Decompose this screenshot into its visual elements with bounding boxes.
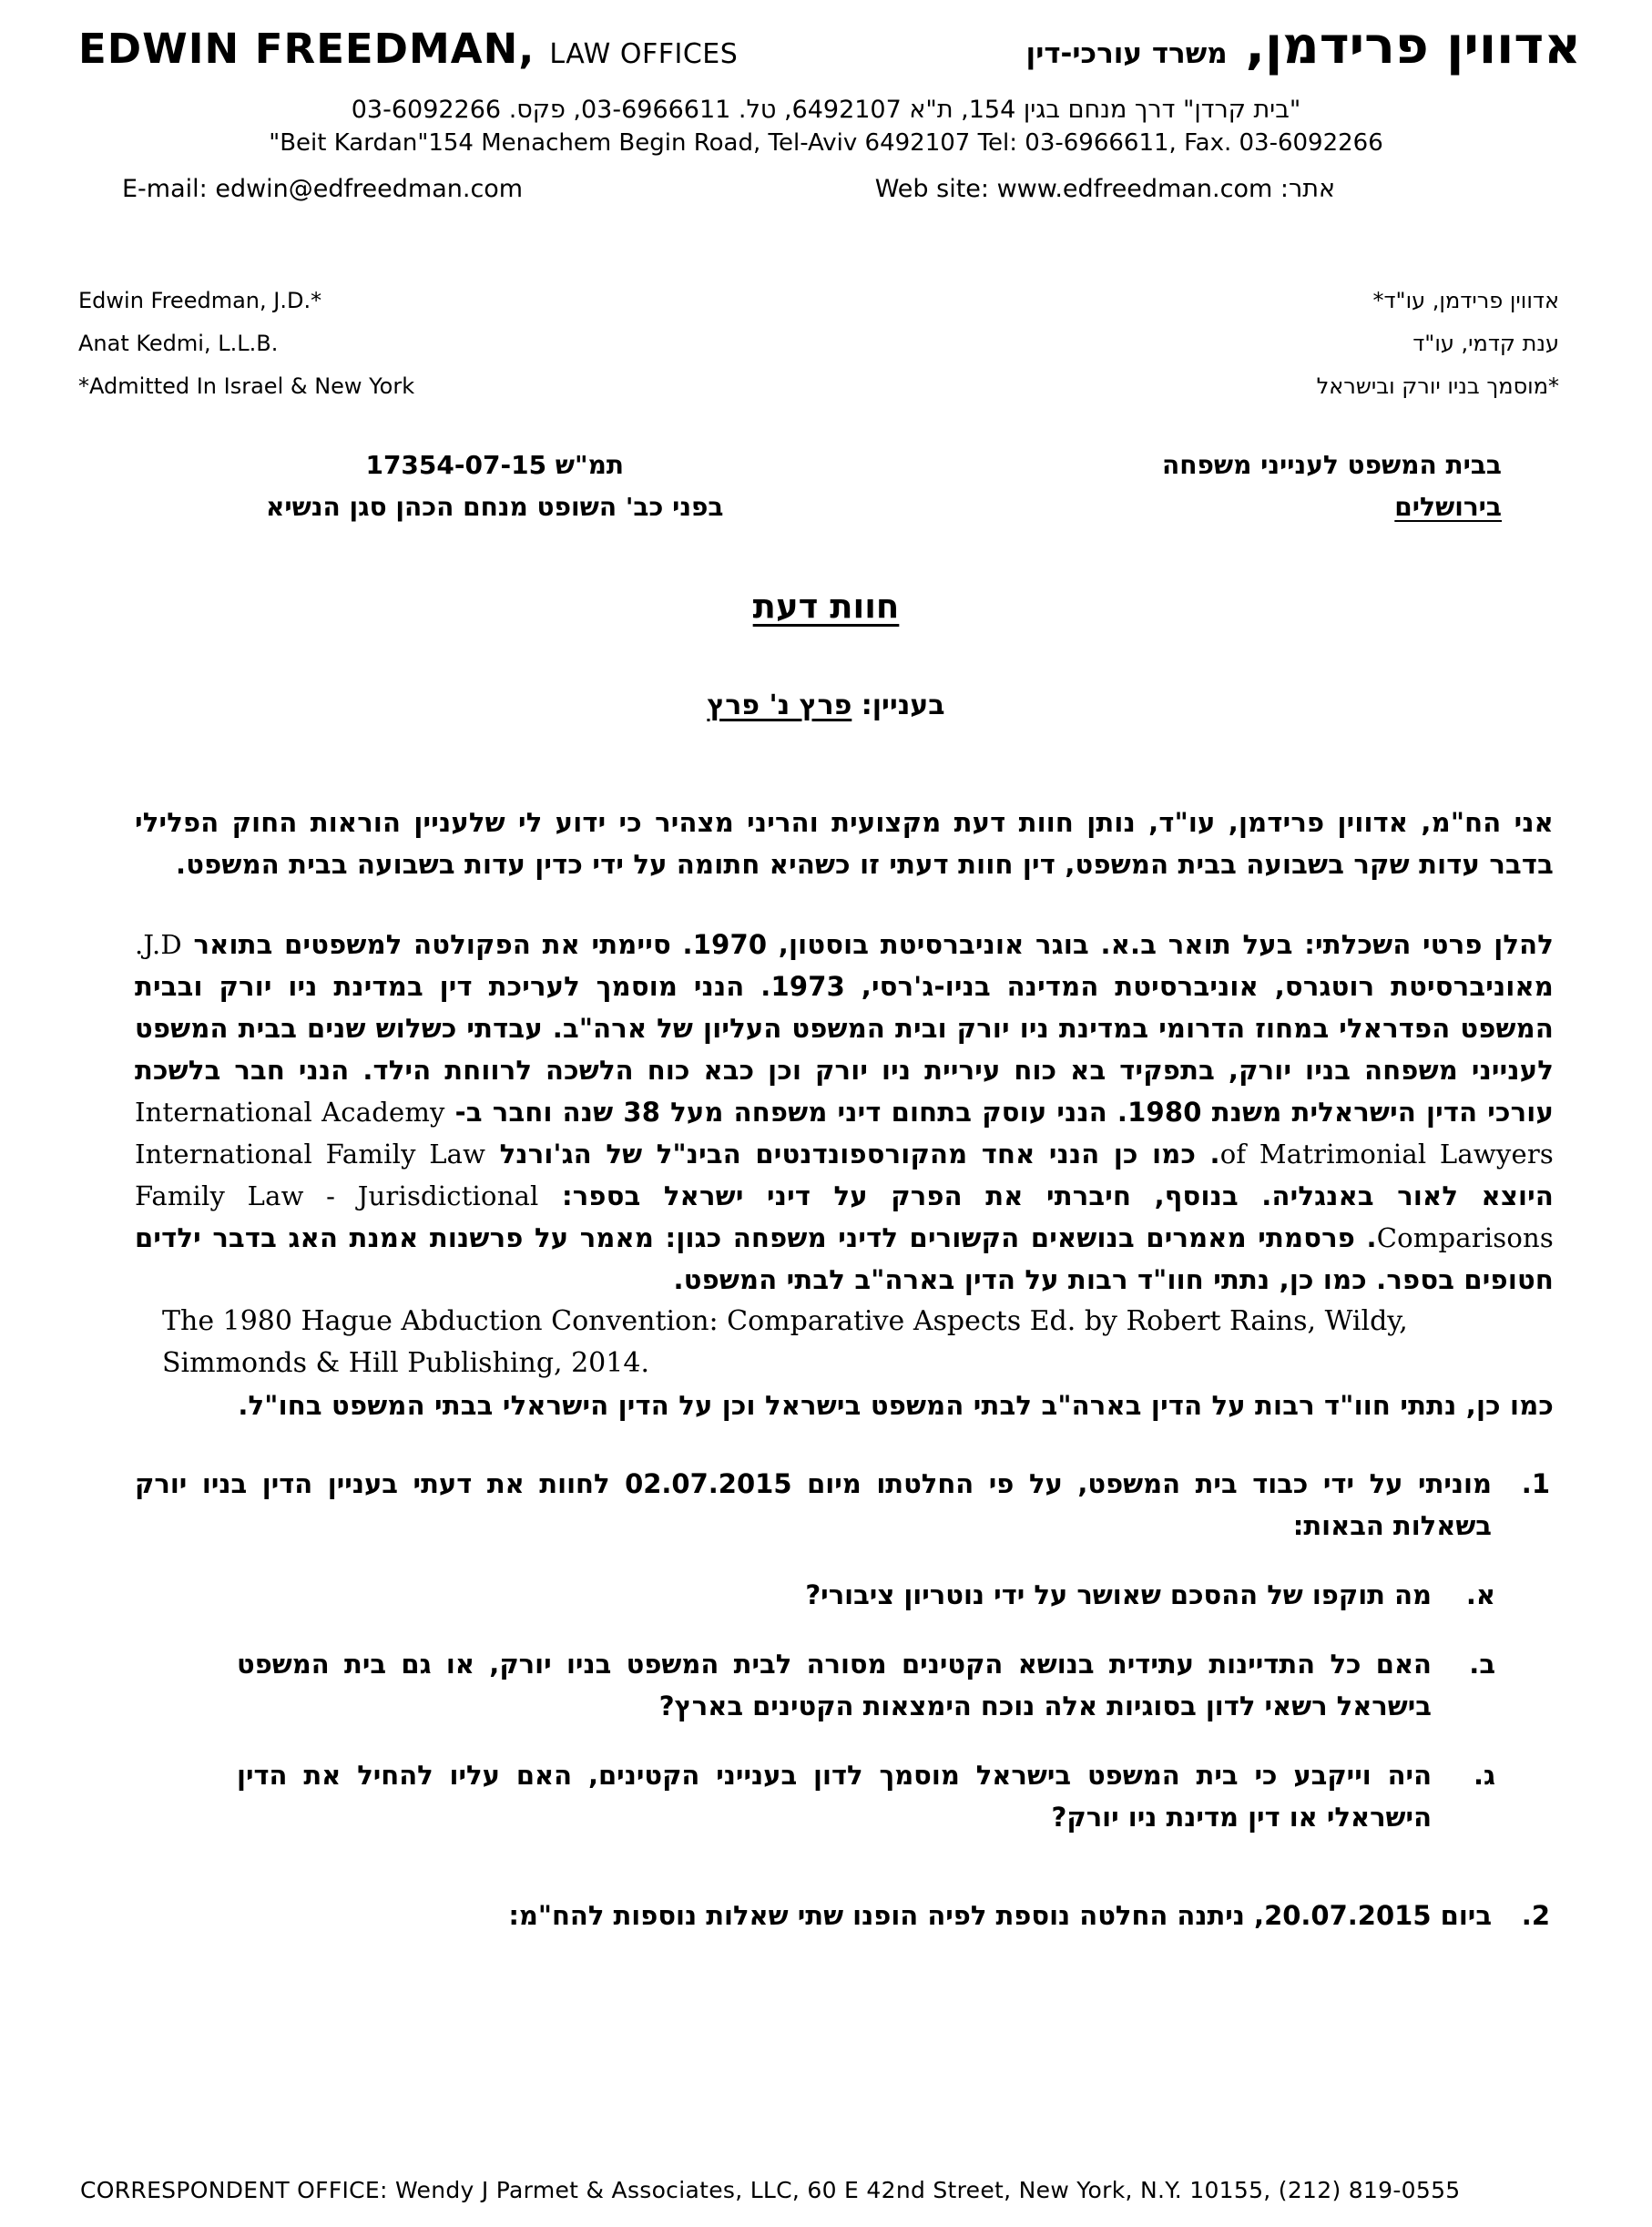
question-text: האם כל התדיינות עתידית בנושא הקטינים מסורה לבית המשפט בניו יורק, או גם בית המשפט בישראל רשאי לדון בסוגיות אלה נוכח הימצאות הקטינים בארץ? <box>237 1649 1432 1721</box>
firm-type-english: LAW OFFICES <box>549 38 739 70</box>
court-name: בבית המשפט לענייני משפחה <box>1161 450 1502 480</box>
item-text: ביום 20.07.2015, ניתנה החלטה נוספת לפיה הופנו שתי שאלות נוספות להח"מ: <box>508 1900 1492 1931</box>
case-parties: פרץ נ' פרץ <box>707 690 852 721</box>
question-c <box>0 1754 1652 1838</box>
firm-name-hebrew: אדווין פרידמן, <box>1245 16 1581 76</box>
contact-line <box>0 175 1652 203</box>
firm-name-hebrew-group <box>1026 16 1581 76</box>
attorneys-hebrew <box>1317 280 1559 408</box>
item-number: 1. <box>1521 1468 1550 1499</box>
address-english: "Beit Kardan"154 Menachem Begin Road, Tel-Aviv 6492107 Tel: 03-6966611, Fax. 03-6092266 <box>269 129 1383 157</box>
admission-note: *Admitted In Israel & New York <box>78 373 415 399</box>
attorney-name: Anat Kedmi, L.L.B. <box>78 331 279 356</box>
attorney-name-hebrew: ענת קדמי, עו"ד <box>1412 331 1559 356</box>
judge-line: בפני כב' השופט מנחם הכהן סגן הנשיא <box>266 492 724 522</box>
address-hebrew: "בית קרדן" דרך מנחם בגין 154, ת"א 6492107, טל. 03-6966611, פקס. 03-6092266 <box>351 96 1301 124</box>
subject-line <box>0 690 1652 721</box>
court-city: בירושלים <box>1394 492 1502 522</box>
email-address: E-mail: edwin@edfreedman.com <box>122 175 524 203</box>
question-letter: ג. <box>1474 1760 1495 1791</box>
attorney-name: Edwin Freedman, J.D.* <box>78 288 322 313</box>
attorneys-block <box>0 280 1652 408</box>
court-name-block <box>1162 444 1502 528</box>
firm-type-hebrew: משרד עורכי-דין <box>1025 37 1228 70</box>
case-reference <box>266 444 724 528</box>
item-text: מוניתי על ידי כבוד בית המשפט, על פי החלטתו מיום 02.07.2015 לחוות את דעתי בעניין הדין בניו יורק בשאלות הבאות: <box>135 1468 1492 1541</box>
firm-name-english: EDWIN FREEDMAN, <box>78 25 535 73</box>
question-a <box>0 1574 1652 1616</box>
document-title: חוות דעת <box>752 587 900 626</box>
question-text: מה תוקפו של ההסכם שאושר על ידי נוטריון ציבורי? <box>805 1579 1432 1610</box>
letterhead <box>0 0 1652 76</box>
declaration-paragraph: אני הח"מ, אדווין פרידמן, עו"ד, נותן חוות דעת מקצועית והריני מצהיר כי ידוע לי שלעניין הוראות החוק הפלילי בדבר עדות שקר בשבועה בבית המשפט, דין חוות דעתי זו כשהיא חתומה על ידי כדין עדות בשבועה בבית המשפט. <box>135 807 1554 880</box>
book-citation: The 1980 Hague Abduction Convention: Comparative Aspects Ed. by Robert Rains, Wildy, Simmonds & Hill Publishing, 2014. <box>162 1305 1408 1379</box>
website-label-hebrew: אתר: <box>1280 175 1335 203</box>
correspondent-office-footer: CORRESPONDENT OFFICE: Wendy J Parmet & Associates, LLC, 60 E 42nd Street, New York, N.Y. 10155, (212) 819-0555 <box>80 2177 1461 2203</box>
firm-name-english-group <box>78 25 738 73</box>
numbered-item-2 <box>0 1895 1652 1936</box>
attorneys-english <box>78 280 414 408</box>
website-value: Web site: www.edfreedman.com <box>874 175 1273 203</box>
numbered-item-1 <box>0 1463 1652 1547</box>
question-text: היה וייקבע כי בית המשפט בישראל מוסמך לדון בענייני הקטינים, האם עליו להחיל את הדין הישראלי או דין מדינת ניו יורק? <box>237 1760 1432 1833</box>
question-b <box>0 1643 1652 1727</box>
admission-note-hebrew: *מוסמך בניו יורק ובישראל <box>1316 373 1559 399</box>
court-case-row <box>0 444 1652 528</box>
subject-label: בעניין: <box>851 690 945 721</box>
question-letter: א. <box>1465 1579 1495 1610</box>
case-number: תמ"ש 17354-07-15 <box>365 450 625 480</box>
item-number: 2. <box>1521 1900 1550 1931</box>
qualifications-paragraph: להלן פרטי השכלתי: בעל תואר ב.א. בוגר אוניברסיטת בוסטון, 1970. סיימתי את הפקולטה למשפטים בתואר J.D. מאוניברסיטת רוטגרס, אוניברסיטת המדינה בניו-ג'רסי, 1973. הנני מוסמך לעריכת דין במדינת ניו יורק ובבית המשפט הפדראלי במחוז הדרומי במדינת ניו יורק ובית המשפט העליון של ארה"ב. עבדתי כשלוש שנים בבית המשפט לענייני משפחה בניו יורק, בתפקיד בא כוח עיריית ניו יורק וכן כבא כוח הלשכה לרווחת הילד. הנני חבר בלשכת עורכי הדין הישראלית משנת 1980. הנני עוסק בתחום דיני משפחה מעל 38 שנה וחבר ב- International Academy of Matrimonial Lawyers. כמו כן הנני אחד מהקורספונדנטים הבינ"ל של הג'ורנל International Family Law היוצא לאור באנגליה. בנוסף, חיברתי את הפרק על דיני ישראל בספר: Family Law - Jurisdictional Comparisons. פרסמתי מאמרים בנושאים הקשורים לדיני משפחה כגון: מאמר על פרשנות אמנת האג בדבר ילדים חטופים בספר. כמו כן, נתתי חוו"ד רבות על הדין בארה"ב לבתי המשפט. <box>135 929 1554 1295</box>
attorney-name-hebrew: אדווין פרידמן, עו"ד* <box>1372 288 1559 313</box>
additional-opinions-paragraph: כמו כן, נתתי חוו"ד רבות על הדין בארה"ב לבתי המשפט בישראל וכן על הדין הישראלי בבתי המשפט בחו"ל. <box>238 1390 1554 1421</box>
website-address <box>875 175 1335 203</box>
question-letter: ב. <box>1469 1649 1495 1680</box>
